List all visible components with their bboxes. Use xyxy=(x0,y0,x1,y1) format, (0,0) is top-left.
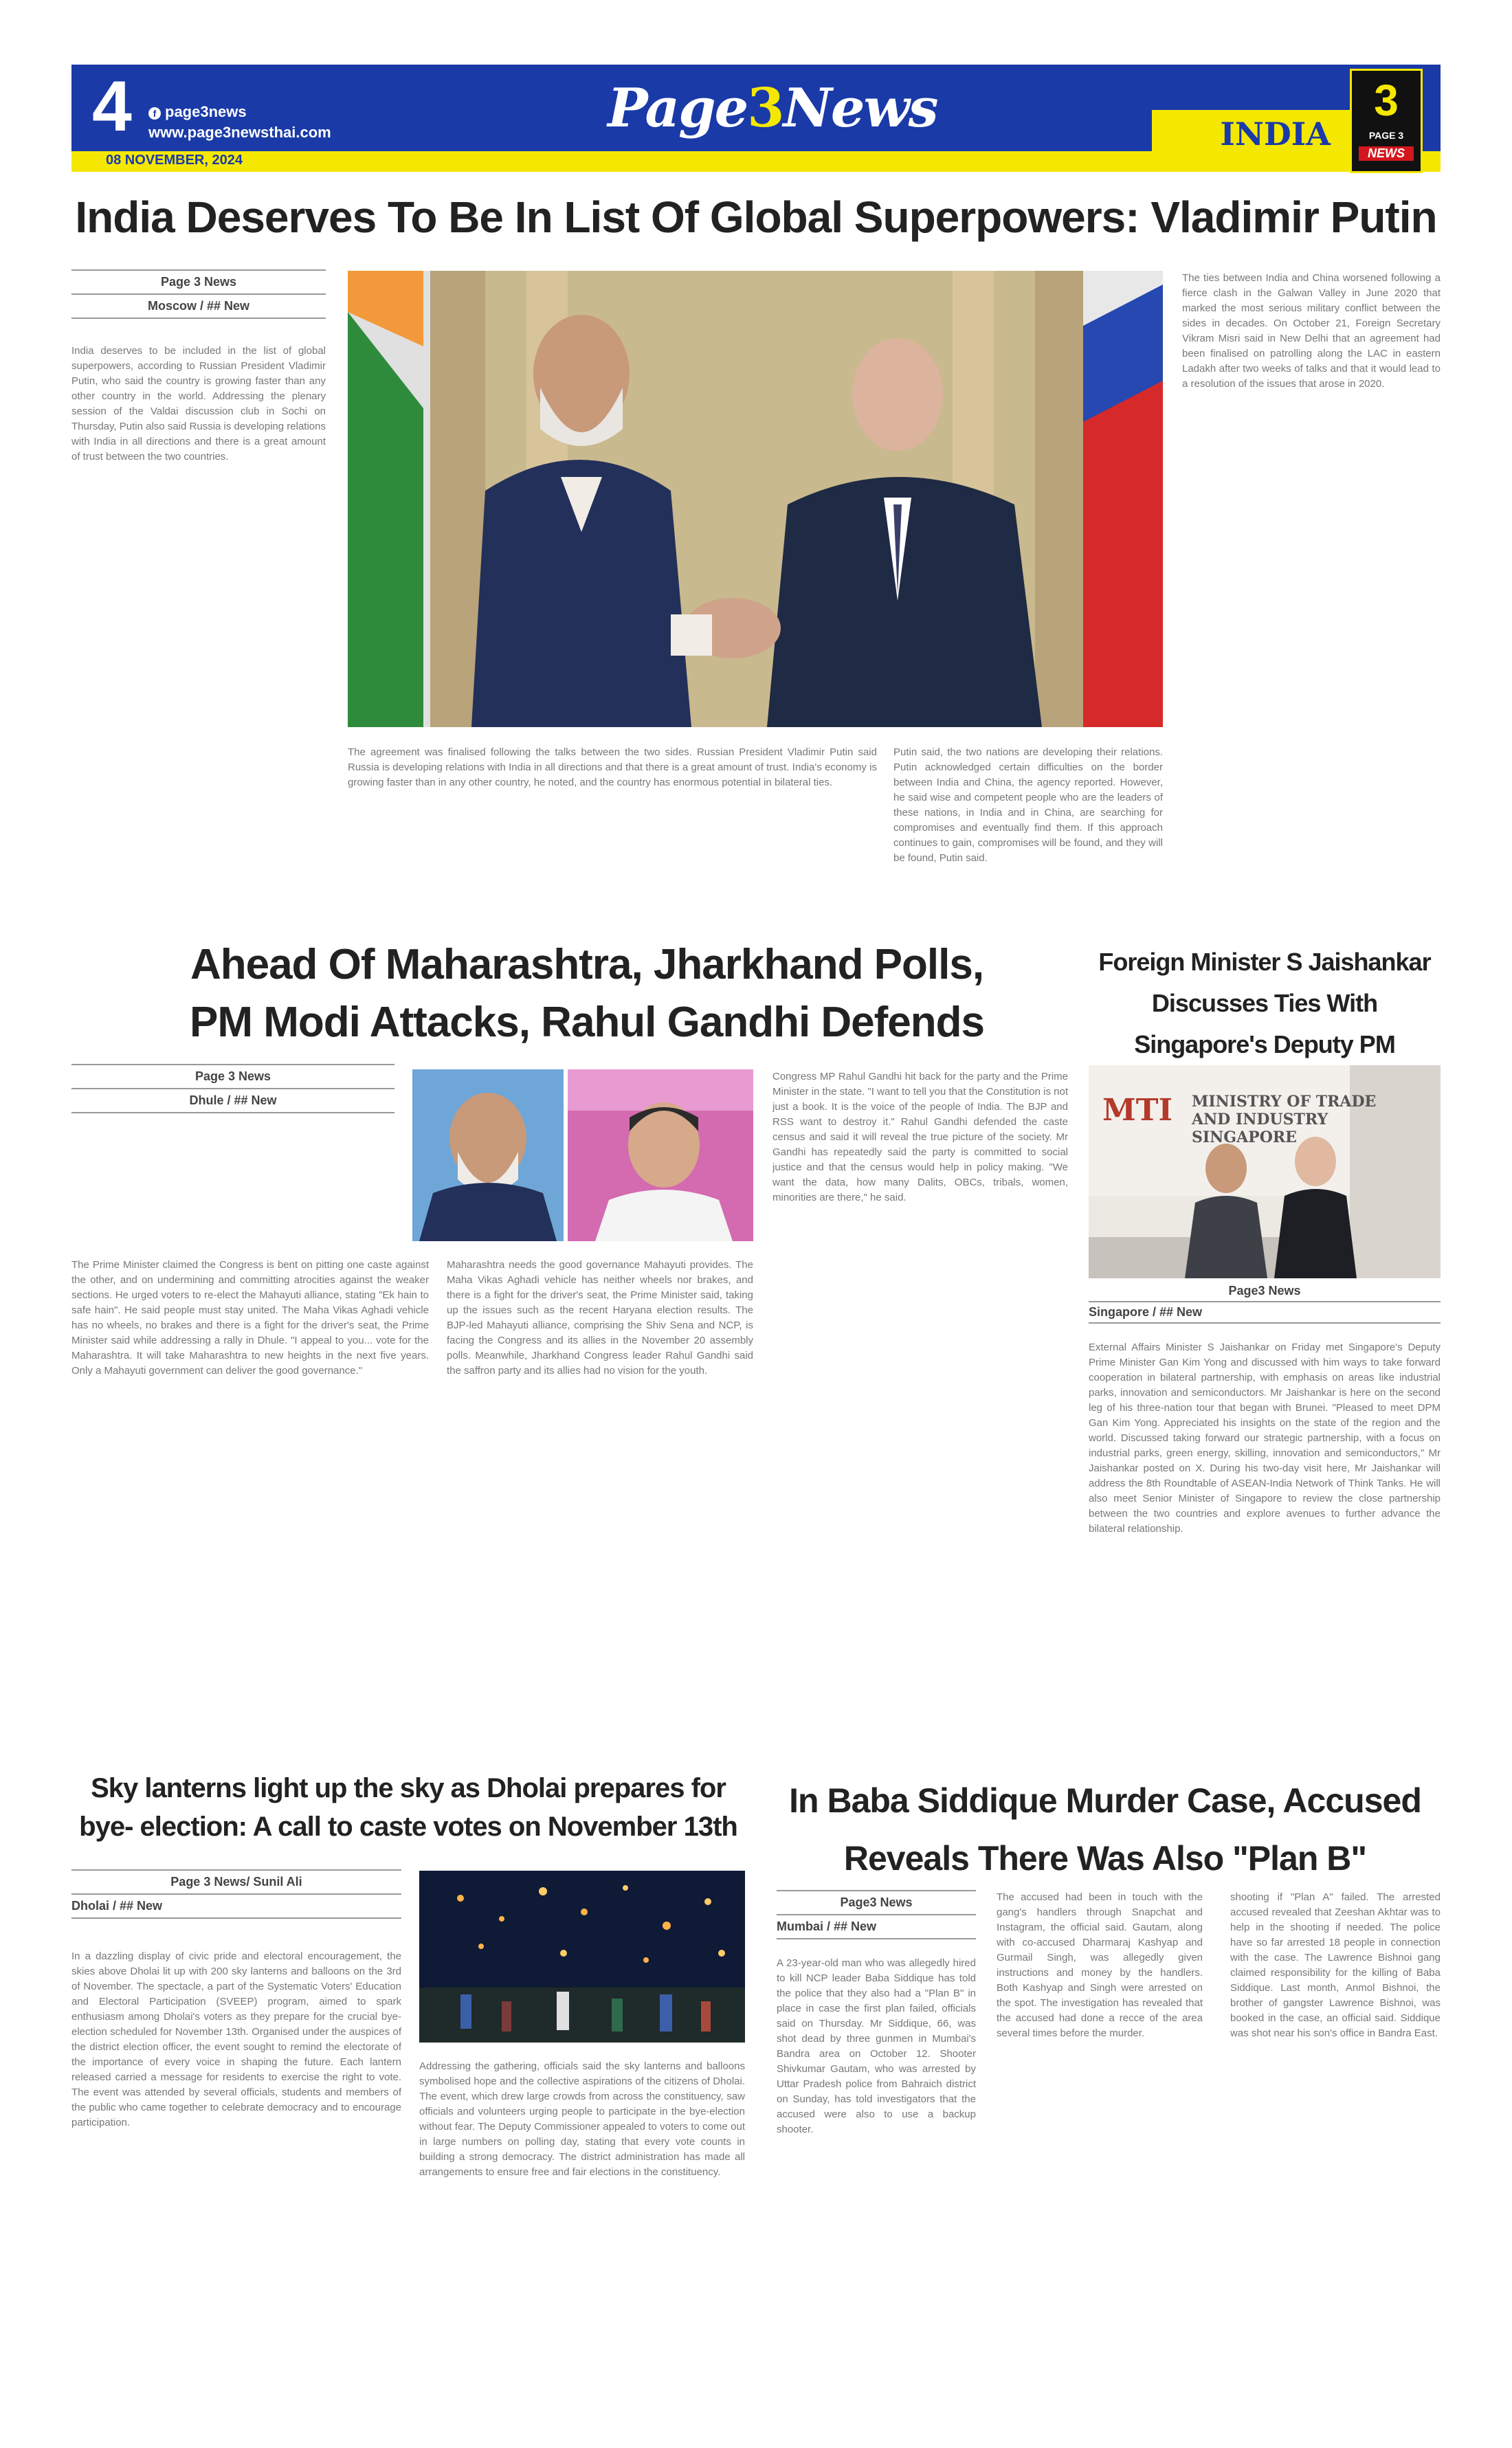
article1-bottom-text: The agreement was finalised following the talks between the two sides. Russian President Vladimir Putin said Russia is developing relations with India in all directions and that there is a great amount of trust. India's economy is growing faster than in any other country, he noted, and the country has enormous potential in bilateral ties. xyxy=(348,746,877,788)
sky-lanterns-photo xyxy=(419,1871,745,2043)
masthead xyxy=(71,65,1441,175)
article3-body: External Affairs Minister S Jaishankar on Friday met Singapore's Deputy Prime Minister Gan Kim Yong and discussed with him ways to take forward cooperation in bilateral partnership, with emphasis on areas like industrial parks, innovation and semiconductors. Mr Jaishankar is here on the second leg of his three-nation tour that began with Brunei. "Pleased to meet DPM Gan Kim Yong. Appreciated his insights on the state of the region and the world. Discussed taking forward our strategic partnership, with a focus on industrial parks, green energy, skilling, innovation and semiconductors," Mr Jaishankar posted on X. During his two-day visit here, Mr Jaishankar will address the 8th Roundtable of ASEAN-India Network of Think Tanks. He will also meet Senior Minister of Singapore to review the close partnership between the two countries and explore avenues to further advance the bilateral relationship. xyxy=(1089,1342,1441,1535)
article2-headline xyxy=(71,936,1102,1051)
badge-text: PAGE 3 xyxy=(1368,130,1404,141)
article4-column1: In a dazzling display of civic pride and electoral encouragement, the skies above Dholai lit up with 200 sky lanterns and balloons on the 3rd of November. The spectacle, a part of the Systematic Voters' Education and Electoral Participation (SVEEP) program, aimed to spark enthusiasm among Dholai's voters as they prepare for the crucial bye-election scheduled for November 13th. Organised under the auspices of the district election officer, the event sought to remind the electorate of the importance of every voice in shaping the future. Each lantern released carried a message for residents to exercise the right to vote. The event was attended by several officials, students and members of the public who came together to celebrate democracy and to encourage participation. xyxy=(71,1950,401,2128)
article4-column2: Addressing the gathering, officials said the sky lanterns and balloons symbolised hope and the collective aspirations of the citizens of Dholai. The event, which drew large crowds from across the constituency, saw officials and volunteers urging people to participate in the bye-election without fear. The Deputy Commissioner appealed to voters to come out in large numbers on polling day, stating that every vote counts in building a strong democracy. The district administration has made all arrangements to ensure free and fair elections in the constituency. xyxy=(419,2060,745,2178)
article3-headline-line3: Singapore's Deputy PM xyxy=(1134,1030,1395,1058)
article3-headline-line1: Foreign Minister S Jaishankar xyxy=(1098,948,1431,976)
byline-place: Mumbai / ## New xyxy=(777,1920,877,1933)
jaishankar-meeting-photo xyxy=(1089,1065,1441,1278)
article5-byline xyxy=(777,1890,976,1939)
article2-headline-line1: Ahead Of Maharashtra, Jharkhand Polls, xyxy=(190,941,984,988)
article4-headline-line2: bye- election: A call to caste votes on November 13th xyxy=(79,1812,737,1842)
portrait-illustration xyxy=(568,1069,753,1241)
article1-column3: Putin said, the two nations are developing their relations. Putin acknowledged certain difficulties on the border between India and China, the agency reported. However, he said wise and competent people who are the leaders of these nations, in India and in China, are searching for compromises and eventually find them. If this approach continues to gain, compromises will be found, and they will be found, Putin said. xyxy=(893,746,1163,864)
article2-column2: Maharashtra needs the good governance Mahayuti provides. The Maha Vikas Aghadi vehicle has neither wheels nor brakes, and there is a fight for the driver's seat, the Prime Minister said, taking up the issues such as the recent Haryana election results. The BJP-led Mahayuti alliance, comprising the Shiv Sena and NCP, is facing the Congress and its allies in the November 20 assembly polls. Meanwhile, Jharkhand Congress leader Rahul Gandhi said the saffron party and its allies had no vision for the youth. xyxy=(447,1259,753,1377)
article4-byline xyxy=(71,1869,401,1919)
byline-place: Singapore / ## New xyxy=(1089,1305,1203,1319)
article5-column1: A 23-year-old man who was allegedly hired to kill NCP leader Baba Siddique has told the police that they also had a "Plan B" in place in case the first plan failed, officials said on Thursday. Mr Siddique, 66, was shot dead by three gunmen in Mumbai's Bandra area on October 12. Shooter Shivkumar Gautam, who was arrested by Uttar Pradesh police from Bahraich district on Sunday, has told investigators that the accused were also to use a backup shooter. xyxy=(777,1957,976,2135)
article4-headline xyxy=(71,1769,745,1846)
byline-place: Dhule / ## New xyxy=(189,1093,277,1107)
article5-column2: The accused had been in touch with the gang's handlers through Snapchat and Instagram, the official said. Gautam, along with co-accused Dharmaraj Kashyap and Gurmail Singh, was allegedly given instructions and money by the handlers. Both Kashyap and Singh were arrested on the spot. The investigation has revealed that the accused had done a recce of the area several times before the murder. xyxy=(997,1891,1203,2039)
page-number: 4 xyxy=(92,67,132,146)
article5-headline-line2: Reveals There Was Also "Plan B" xyxy=(843,1839,1367,1878)
logo-text-page: Page xyxy=(608,77,748,140)
modi-putin-handshake-photo xyxy=(348,271,1163,727)
article5-headline-line1: In Baba Siddique Murder Case, Accused xyxy=(789,1781,1421,1820)
badge-news: NEWS xyxy=(1359,146,1414,161)
facebook-handle[interactable]: page3news xyxy=(165,103,247,120)
article4-headline-line1: Sky lanterns light up the sky as Dholai prepares for xyxy=(91,1773,726,1803)
section-label: INDIA xyxy=(1220,115,1331,153)
rahul-gandhi-portrait-photo xyxy=(568,1069,753,1241)
article1-headline: India Deserves To Be In List Of Global Superpowers: Vladimir Putin xyxy=(75,192,1437,242)
website-link[interactable]: www.page3newsthai.com xyxy=(148,124,331,141)
lanterns-illustration xyxy=(419,1871,745,2043)
byline-agency: Page3 News xyxy=(1228,1284,1301,1298)
article1-byline xyxy=(71,269,326,319)
portrait-illustration xyxy=(412,1069,564,1241)
article3-headline xyxy=(1089,942,1441,1065)
mti-sign-line2: AND INDUSTRY xyxy=(1192,1111,1328,1128)
issue-date: 08 NOVEMBER, 2024 xyxy=(106,153,243,168)
mti-sign xyxy=(1192,1093,1376,1146)
badge-number: 3 xyxy=(1374,76,1399,125)
page3-badge-logo xyxy=(1350,69,1423,173)
logo-text-news: News xyxy=(783,77,937,140)
byline-place: Dholai / ## New xyxy=(71,1899,163,1913)
mti-sign-line1: MINISTRY OF TRADE xyxy=(1192,1093,1377,1111)
article3-headline-line2: Discusses Ties With xyxy=(1151,989,1378,1017)
article2-column3: Congress MP Rahul Gandhi hit back for the party and the Prime Minister in the state. "I want to tell you that the Constitution is not just a book. It is the voice of the people of India. The BJP and RSS want to destroy it." Rahul Gandhi defended the caste census and said it will reveal the true picture of the society. Mr Gandhi has repeatedly said the party is committed to social justice and that the census would help in policy making. "We want the data, how many Dalits, OBCs, tribals, women, minorities are there," he said. xyxy=(772,1071,1068,1203)
mti-logo: MTI xyxy=(1102,1093,1173,1128)
photo-illustration xyxy=(348,271,1163,727)
facebook-icon: f xyxy=(148,107,161,120)
newspaper-logo xyxy=(608,77,937,140)
social-links xyxy=(148,102,331,143)
byline-agency: Page3 News xyxy=(840,1895,913,1909)
article2-column1: The Prime Minister claimed the Congress is bent on pitting one caste against the other, and on undermining and committing atrocities against the weaker sections. He urged voters to re-elect the Mahayuti alliance, stating "Ek hain to safe hain". He said people must stay united. The Maha Vikas Aghadi vehicle has no wheels, no brakes and there is a fight for the driver's seat, the Prime Minister said while addressing a rally in Dhule. "I appeal to you... vote for the Maharashtra. It will take Maharashtra to new heights in the next five years. Only a Mahayuti government can deliver the good governance." xyxy=(71,1259,429,1377)
article1-column1: India deserves to be included in the list of global superpowers, according to Russian President Vladimir Putin, who said the country is growing faster than any other country in the world. Addressing the plenary session of the Valdai discussion club in Sochi on Thursday, Putin also said Russia is developing relations with India in all directions and there is a great amount of trust between the two countries. xyxy=(71,345,326,463)
modi-portrait-photo xyxy=(412,1069,564,1241)
mti-sign-line3: SINGAPORE xyxy=(1192,1128,1297,1146)
byline-agency: Page 3 News xyxy=(194,1069,271,1083)
article5-column3: shooting if "Plan A" failed. The arrested accused revealed that Zeeshan Akhtar was to help in the shooting if needed. The police have so far arrested 18 people in connection with the case. The Lawrence Bishnoi gang claimed responsibility for the killing of Baba Siddique. Last month, Anmol Bishnoi, the brother of gangster Lawrence Bishnoi, was booked in the case, an official said. Siddique was shot near his son's office in Bandra East. xyxy=(1230,1891,1441,2039)
byline-agency: Page 3 News/ Sunil Ali xyxy=(170,1875,302,1889)
article2-headline-line2: PM Modi Attacks, Rahul Gandhi Defends xyxy=(189,999,985,1046)
article3-byline xyxy=(1089,1284,1441,1324)
article2-byline xyxy=(71,1064,394,1113)
article1-column4: The ties between India and China worsened following a fierce clash in the Galwan Valley in June 2020 that marked the most serious military conflict between the sides in decades. On October 21, Foreign Secretary Vikram Misri said in New Delhi that an agreement had been finalised on patrolling along the LAC in eastern Ladakh after two weeks of talks and that it would lead to a resolution of the issues that arose in 2020. xyxy=(1182,272,1441,390)
article5-headline xyxy=(770,1772,1441,1887)
byline-agency: Page 3 News xyxy=(160,275,237,289)
logo-text-three: 3 xyxy=(747,77,783,140)
byline-place: Moscow / ## New xyxy=(147,299,250,313)
